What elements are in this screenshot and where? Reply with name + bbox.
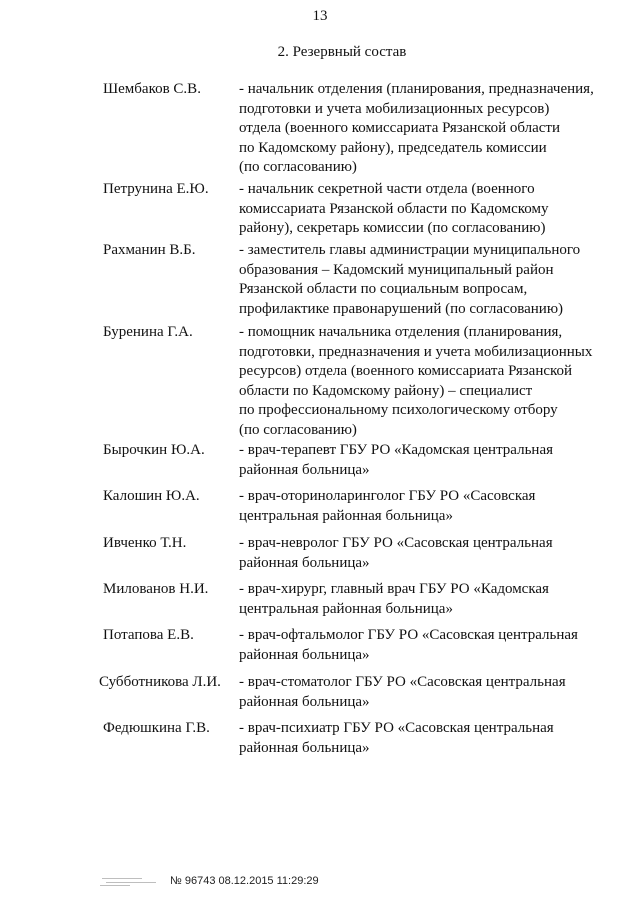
member-role: - начальник отделения (планирования, предназначения, подготовки и учета мобилизационных ресурсов) отдела (военного комиссариата Рязанской области по Кадомскому району), председатель комиссии (по согласованию) <box>239 81 594 175</box>
member-role: - врач-терапевт ГБУ РО «Кадомская центральная районная больница» <box>239 442 554 478</box>
member-name: Шембаков С.В. <box>103 81 201 97</box>
member-role: - начальник секретной части отдела (военного комиссариата Рязанской области по Кадомскому району), секретарь комиссии (по согласованию) <box>239 181 549 236</box>
member-role: - врач-хирург, главный врач ГБУ РО «Кадомская центральная районная больница» <box>239 581 549 617</box>
member-role: - врач-стоматолог ГБУ РО «Сасовская центральная районная больница» <box>239 674 566 710</box>
member-name: Потапова Е.В. <box>103 627 194 643</box>
member-name: Ивченко Т.Н. <box>103 535 187 551</box>
member-role: - заместитель главы администрации муниципального образования – Кадомский муниципальный район Рязанской области по социальным вопросам, профилактике правонарушений (по согласованию) <box>239 242 581 317</box>
member-name: Милованов Н.И. <box>103 581 209 597</box>
member-role: - врач-офтальмолог ГБУ РО «Сасовская центральная районная больница» <box>239 627 578 663</box>
member-role: - врач-невролог ГБУ РО «Сасовская центральная районная больница» <box>239 535 553 571</box>
scanned-stamp-mark <box>100 874 160 888</box>
member-name: Калошин Ю.А. <box>103 488 200 504</box>
member-name: Бырочкин Ю.А. <box>103 442 205 458</box>
member-name: Субботникова Л.И. <box>99 674 221 690</box>
document-id: № 96743 08.12.2015 11:29:29 <box>170 875 319 887</box>
member-name: Рахманин В.Б. <box>103 242 196 258</box>
member-role: - врач-оториноларинголог ГБУ РО «Сасовская центральная районная больница» <box>239 488 536 524</box>
member-name: Федюшкина Г.В. <box>103 720 210 736</box>
section-title: 2. Резервный состав <box>277 44 407 60</box>
member-name: Буренина Г.А. <box>103 324 193 340</box>
footer <box>100 874 319 888</box>
page-number: 13 <box>312 8 328 24</box>
member-name: Петрунина Е.Ю. <box>103 181 209 197</box>
member-role: - помощник начальника отделения (планирования, подготовки, предназначения и учета мобилизационных ресурсов) отдела (военного комиссариата Рязанской области по Кадомскому району) – специалист по профессиональному психологическому отбору (по согласованию) <box>239 324 593 438</box>
member-role: - врач-психиатр ГБУ РО «Сасовская центральная районная больница» <box>239 720 554 756</box>
